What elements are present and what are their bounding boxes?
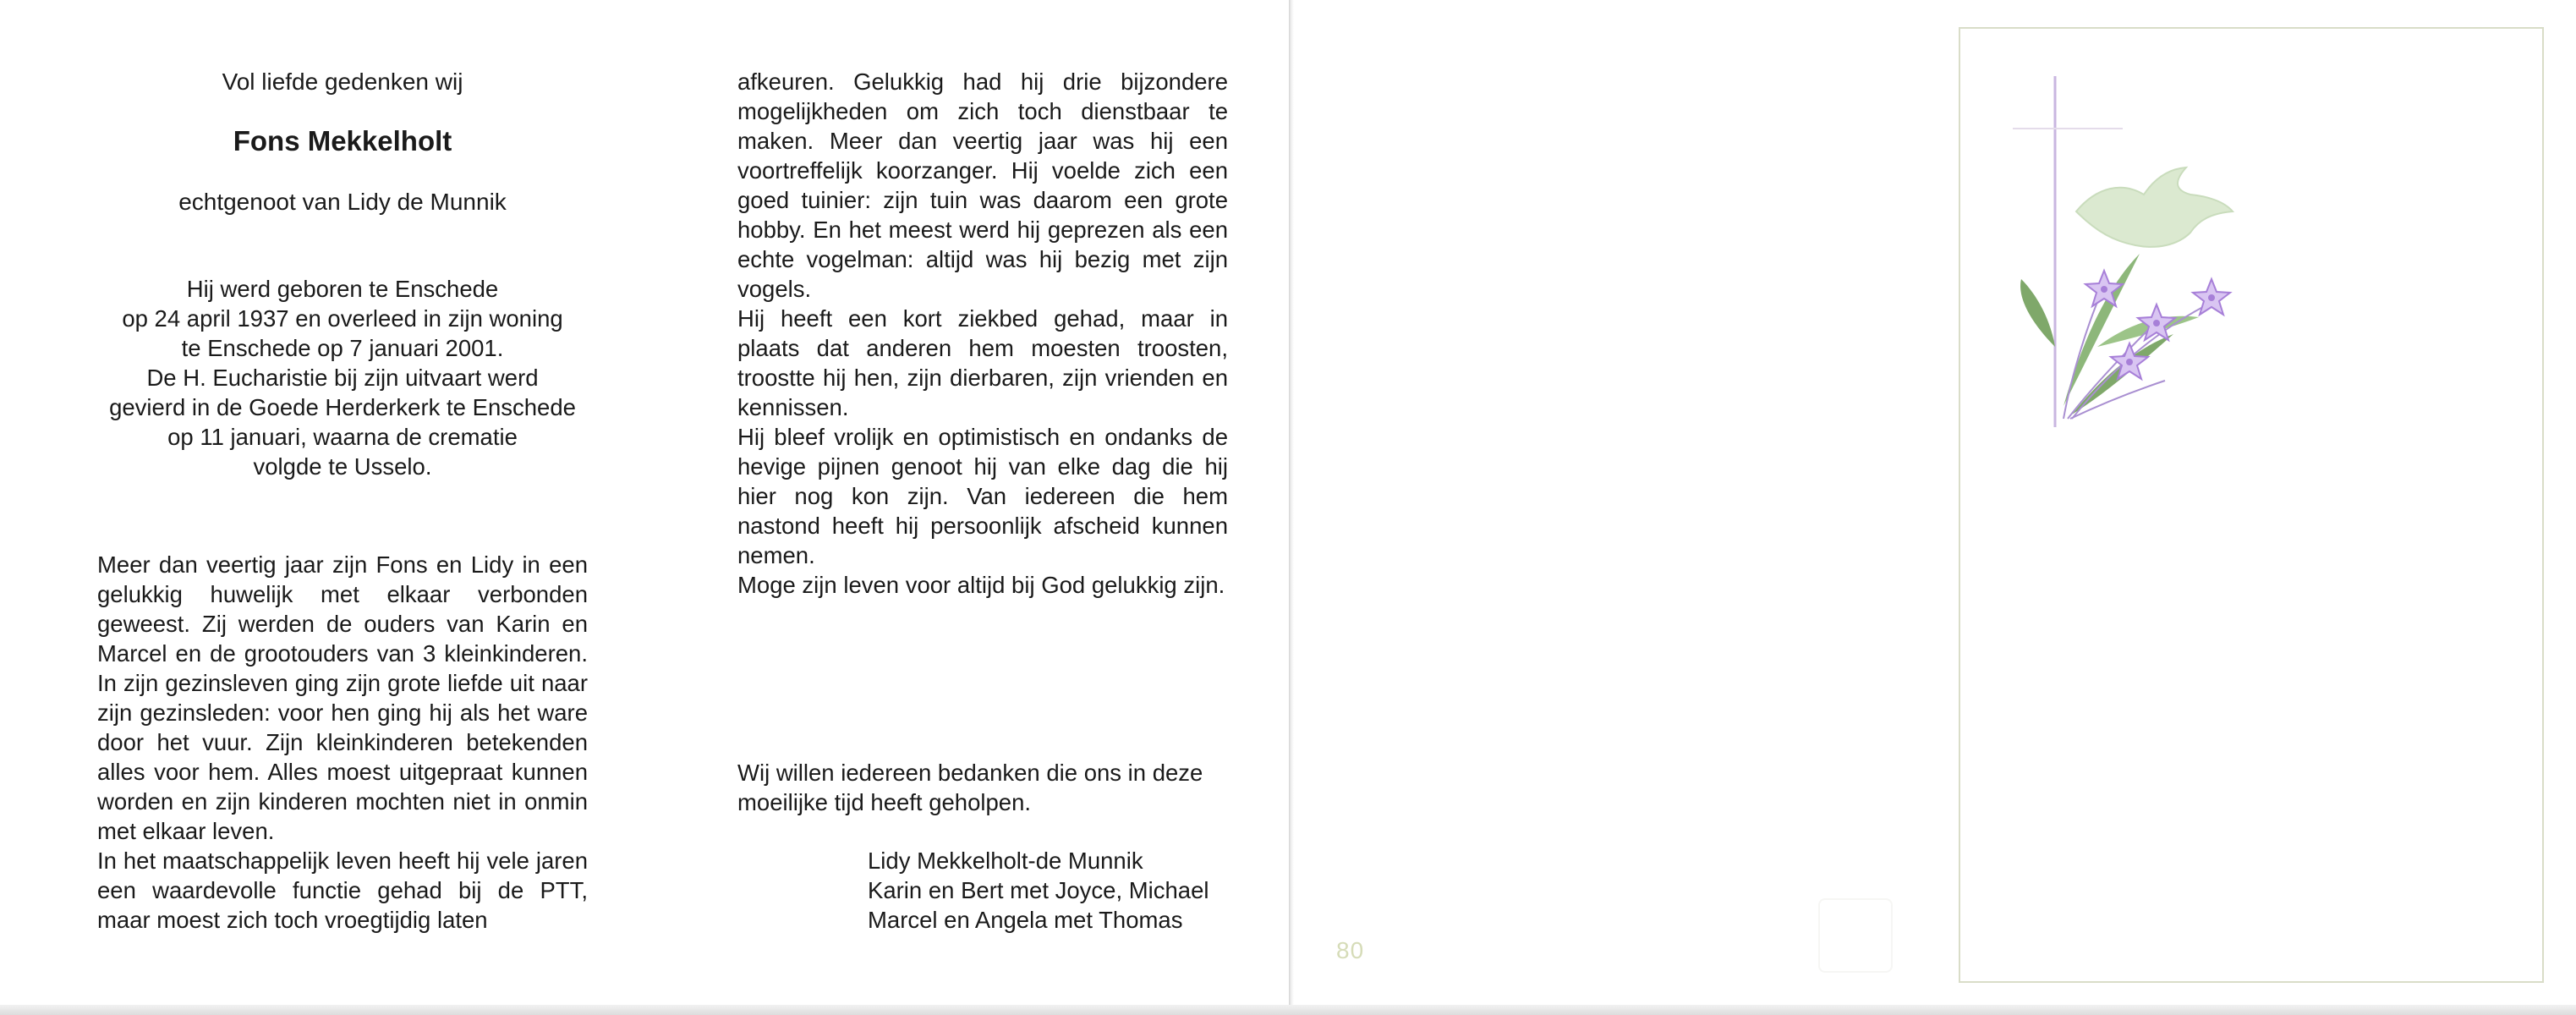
marriage-paragraph-block — [97, 550, 588, 935]
dove-icon — [2076, 167, 2233, 247]
flower-icon — [2085, 271, 2123, 306]
signers-list — [868, 846, 1231, 935]
cross-dove-flowers-illustration — [1996, 68, 2283, 440]
paragraph-illness: Hij heeft een kort ziekbed gehad, maar in plaats dat anderen hem moesten troosten, troostte hij hen, zijn dierbaren, zijn vrienden en kennissen. — [737, 305, 1228, 420]
life-paragraph-block — [737, 67, 1228, 600]
spouse-line: echtgenoot van Lidy de Munnik — [178, 189, 507, 215]
deceased-name: Fons Mekkelholt — [233, 125, 452, 156]
paragraph-family: Meer dan veertig jaar zijn Fons en Lidy in een gelukkig huwelijk met elkaar verbonden geweest. Zij werden de ouders van Karin en Marcel en de grootouders van 3 kleinkinderen. In zijn gezinsleven ging zijn grote liefde uit naar zijn gezinsleden: voor hen ging hij als het ware door het vuur. Zijn kleinkinderen betekenden alles voor hem. Alles moest uitgepraat kunnen worden en zijn kinderen mochten niet in onmin met elkaar leven. — [97, 551, 588, 844]
scan-bottom-edge — [0, 1005, 2576, 1015]
paragraph-prayer: Moge zijn leven voor altijd bij God gelukkig zijn. — [737, 572, 1225, 598]
page-number: 80 — [1336, 937, 1365, 963]
card-fold-line — [1289, 0, 1294, 1015]
paragraph-hobbies: afkeuren. Gelukkig had hij drie bijzondere mogelijkheden om zich toch dienstbaar te maken. Meer dan veertig jaar was hij een voortreffelijk koorzanger. Hij voelde zich een goed tuinier: zijn tuin was daarom een grote hobby. En het meest werd hij geprezen als een echte vogelman: altijd was hij bezig met zijn vogels. — [737, 69, 1228, 302]
paragraph-career: In het maatschappelijk leven heeft hij vele jaren een waardevolle functie gehad bij de PTT, maar moest zich toch vroegtijdig laten — [97, 848, 588, 933]
signer-line: Marcel en Angela met Thomas — [868, 907, 1183, 933]
paragraph-optimism: Hij bleef vrolijk en optimistisch en ondanks de hevige pijnen genoot hij van elke dag die hij hier nog kon zijn. Van iedereen die hem nastond heeft hij persoonlijk afscheid kunnen nemen. — [737, 424, 1228, 568]
leaf-icon — [2020, 279, 2055, 347]
thanks-text: Wij willen iedereen bedanken die ons in deze moeilijke tijd heeft geholpen. — [737, 760, 1203, 815]
signer-line: Lidy Mekkelholt-de Munnik — [868, 848, 1143, 874]
bio-line: op 11 januari, waarna de crematie — [167, 424, 518, 450]
bio-line: te Enschede op 7 januari 2001. — [181, 335, 504, 361]
bio-line: De H. Eucharistie bij zijn uitvaart werd — [146, 365, 539, 391]
opening-line: Vol liefde gedenken wij — [222, 69, 463, 95]
bio-line: op 24 april 1937 en overleed in zijn woning — [122, 305, 563, 332]
watermark-seal-icon — [1818, 898, 1893, 973]
signer-line: Karin en Bert met Joyce, Michael — [868, 877, 1209, 903]
biography-block — [97, 274, 588, 481]
bio-line: Hij werd geboren te Enschede — [186, 276, 499, 302]
bio-line: volgde te Usselo. — [253, 453, 432, 480]
bio-line: gevierd in de Goede Herderkerk te Enschede — [109, 394, 576, 420]
